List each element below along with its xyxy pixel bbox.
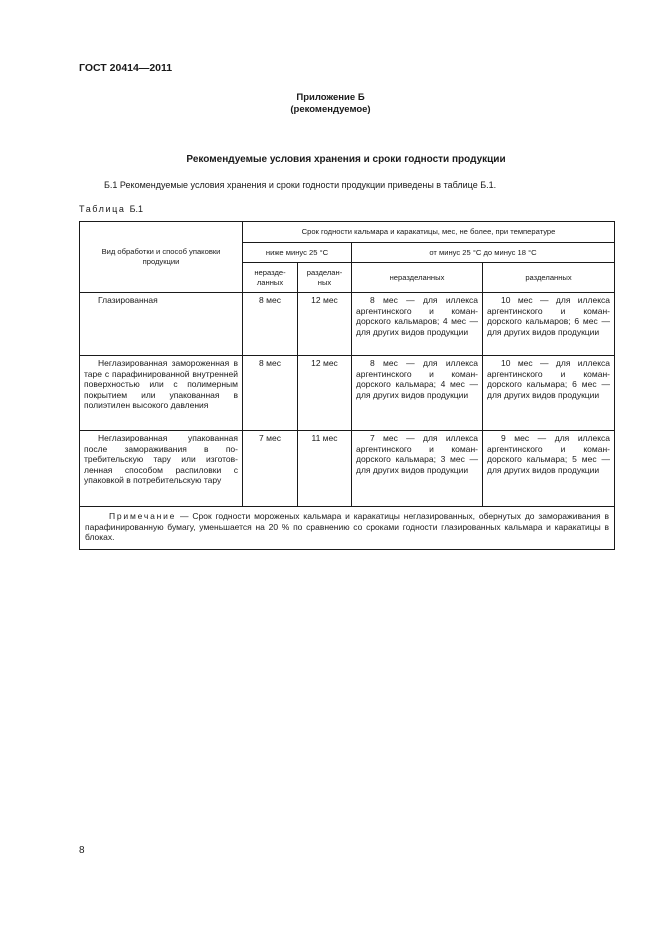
row-value-below-25-unsplit: 8 мес xyxy=(243,293,298,356)
row-processing-type: Неглазированная замороженная в таре с парафинированной внутренней поверхностью или с полимерным покрытием или упакованная в полиэтилен высокого давления xyxy=(80,356,243,431)
row-value-range-unsplit: 8 мес — для иллекса аргентинского и командорского кальмаров; 4 мес — для других видов продукции xyxy=(352,293,483,356)
row-value-below-25-unsplit: 8 мес xyxy=(243,356,298,431)
intro-paragraph: Б.1 Рекомендуемые условия хранения и сроки годности продукции приведены в таблице Б.1. xyxy=(104,180,497,190)
header-split: разделанных xyxy=(483,263,615,293)
row-processing-type: Глазированная xyxy=(80,293,243,356)
row-value-below-25-split: 12 мес xyxy=(298,356,352,431)
row-value-range-unsplit: 7 мес — для иллекса аргентинского и командорского кальмара; 3 мес — для других видов продукции xyxy=(352,431,483,507)
table-caption xyxy=(79,204,143,214)
appendix-header xyxy=(0,92,661,116)
document-standard-number: ГОСТ 20414—2011 xyxy=(79,62,173,74)
row-value-range-split: 9 мес — для иллекса аргентинского и командорского кальмара; 5 мес — для других видов продукции xyxy=(483,431,615,507)
row-value-below-25-split: 12 мес xyxy=(298,293,352,356)
storage-table xyxy=(79,221,615,550)
table-caption-number: Б.1 xyxy=(129,204,144,214)
header-below-minus-25: ниже минус 25 °С xyxy=(243,243,352,263)
header-unsplit-short: неразделанных xyxy=(243,263,298,293)
row-value-range-unsplit: 8 мес — для иллекса аргентинского и командорского кальмара; 4 мес — для других видов продукции xyxy=(352,356,483,431)
appendix-status: (рекомендуемое) xyxy=(290,104,371,115)
row-value-below-25-unsplit: 7 мес xyxy=(243,431,298,507)
page-number: 8 xyxy=(79,845,85,856)
note-lead: Примечание xyxy=(109,511,177,521)
table-caption-word: Таблица xyxy=(79,204,126,214)
table-header-row-1 xyxy=(80,222,615,243)
note-text: — Срок годности мороженых кальмара и каракатицы неглазированных, обернутых до замораживания в парафинированную бумагу, уменьшается на 20 % по сравнению со сроками годности глазированных кальмара и каракатицы в блоках. xyxy=(85,511,609,543)
table-row xyxy=(80,293,615,356)
section-heading: Рекомендуемые условия хранения и сроки годности продукции xyxy=(186,154,506,165)
header-split-short: разделанных xyxy=(298,263,352,293)
header-shelf-life: Срок годности кальмара и каракатицы, мес, не более, при температуре xyxy=(243,222,615,243)
table-row xyxy=(80,356,615,431)
header-processing-type: Вид обработки и способ упаковки продукции xyxy=(80,222,243,293)
header-unsplit: неразделанных xyxy=(352,263,483,293)
row-processing-type: Неглазированная упакованная после замораживания в потребительскую тару или изготовленная способом распиловки с упаковкой в потребительскую тару xyxy=(80,431,243,507)
row-value-range-split: 10 мес — для иллекса аргентинского и командорского кальмаров; 6 мес — для других видов продукции xyxy=(483,293,615,356)
appendix-title: Приложение Б xyxy=(296,92,365,103)
table-row xyxy=(80,431,615,507)
table-note xyxy=(80,507,615,550)
row-value-range-split: 10 мес — для иллекса аргентинского и командорского кальмара; 6 мес — для других видов продукции xyxy=(483,356,615,431)
row-value-below-25-split: 11 мес xyxy=(298,431,352,507)
table-note-row xyxy=(80,507,615,550)
header-minus-25-to-18: от минус 25 °С до минус 18 °С xyxy=(352,243,615,263)
